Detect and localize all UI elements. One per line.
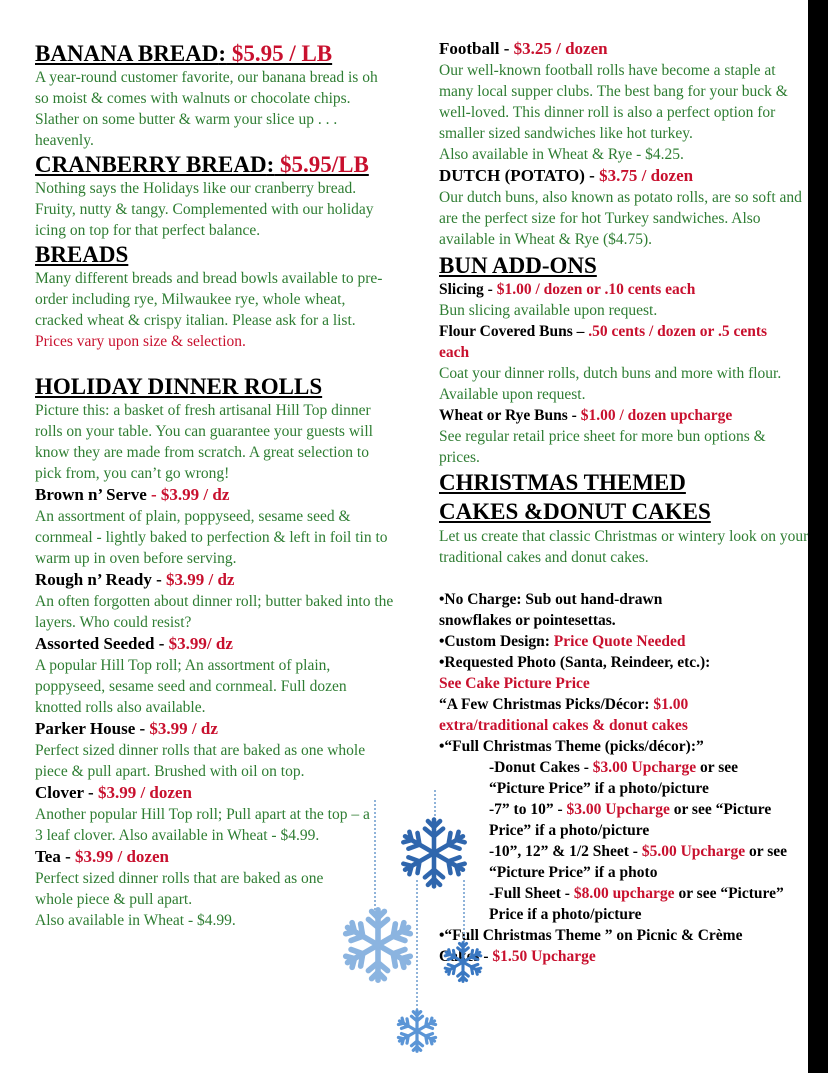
breads-heading: BREADS [35, 242, 129, 267]
holiday-rolls-heading: HOLIDAY DINNER ROLLS [35, 374, 323, 399]
christmas-heading: CHRISTMAS THEMED CAKES &DONUT CAKES [439, 470, 711, 524]
roll-item-name: Parker House - $3.99 / dz [35, 719, 218, 738]
xmas-bullet: •“Full Christmas Theme (picks/décor):” [439, 738, 704, 755]
slicing-line: Slicing - $1.00 / dozen or .10 cents each [439, 281, 696, 298]
banana-bread-price: $5.95 / LB [226, 41, 333, 66]
snowflake-icon [441, 940, 485, 984]
cranberry-bread-price: $5.95/LB [274, 152, 369, 177]
xmas-bullet: •No Charge: Sub out hand-drawn snowflakes or pointesettas. [439, 591, 663, 629]
flour-desc: Coat your dinner rolls, dutch buns and more with flour. Available upon request. [439, 365, 782, 403]
dutch-name: DUTCH (POTATO) - $3.75 / dozen [439, 166, 694, 185]
banana-bread-desc: A year-round customer favorite, our banana bread is oh so moist & comes with walnuts or chocolate chips. Slather on some butter & warm your slice up . . . heavenly. [35, 69, 378, 149]
wheat-rye-desc: See regular retail price sheet for more bun options & prices. [439, 428, 766, 466]
snowflake-icon [338, 905, 418, 985]
football-desc-extra: Also available in Wheat & Rye - $4.25. [439, 146, 684, 163]
christmas-desc: Let us create that classic Christmas or wintery look on your traditional cakes and donut cakes. [439, 528, 808, 566]
football-name: Football - $3.25 / dozen [439, 39, 608, 58]
roll-item-name: Tea - $3.99 / dozen [35, 847, 169, 866]
football-desc: Our well-known football rolls have become a staple at many local supper clubs. The best bang for your buck & well-loved. This dinner roll is also a perfect option for smaller sized sandwiches like hot turkey. [439, 62, 788, 142]
roll-item-desc: An assortment of plain, poppyseed, sesame seed & cornmeal - lightly baked to perfection & left in foil tin to warm up in oven before serving. [35, 508, 388, 567]
dutch-desc: Our dutch buns, also known as potato rolls, are so soft and are the perfect size for hot Turkey sandwiches. Also available in Wheat & Rye ($4.75). [439, 189, 802, 248]
roll-item-desc: An often forgotten about dinner roll; butter baked into the layers. Who could resist? [35, 593, 394, 631]
xmas-bullet: •Requested Photo (Santa, Reindeer, etc.): See Cake Picture Price [439, 654, 711, 692]
ornament-string [374, 800, 376, 910]
roll-item-desc: A popular Hill Top roll; An assortment of plain, poppyseed, sesame seed and cornmeal. Full dozen knotted rolls also available. [35, 657, 347, 716]
holiday-rolls-desc: Picture this: a basket of fresh artisanal Hill Top dinner rolls on your table. You can guarantee your guests will know they are made from scratch. A great selection to pick from, you can’t go wrong! [35, 402, 373, 482]
flour-line: Flour Covered Buns – .50 cents / dozen or .5 cents each [439, 323, 768, 361]
xmas-bullet: “A Few Christmas Picks/Décor: $1.00 extra/traditional cakes & donut cakes [439, 696, 689, 734]
roll-item-name: Brown n’ Serve - $3.99 / dz [35, 485, 230, 504]
snowflake-icon [394, 1008, 440, 1054]
roll-item-desc: Another popular Hill Top roll; Pull apart at the top – a 3 leaf clover. Also available in Wheat - $4.99. [35, 806, 370, 844]
roll-item-name: Clover - $3.99 / dozen [35, 783, 192, 802]
xmas-sub-bullet: -7” to 10” - $3.00 Upcharge or see “Picture Price” if a photo/picture [489, 801, 772, 839]
xmas-sub-bullet: -Donut Cakes - $3.00 Upcharge or see “Picture Price” if a photo/picture [489, 759, 739, 797]
roll-item-name: Rough n’ Ready - $3.99 / dz [35, 570, 235, 589]
cranberry-bread-desc: Nothing says the Holidays like our cranberry bread. Fruity, nutty & tangy. Complemented with our holiday icing on top for that perfect balance. [35, 180, 374, 239]
snowflake-icon [396, 815, 472, 891]
right-column [439, 38, 808, 967]
bun-addons-heading: BUN ADD-ONS [439, 253, 597, 278]
xmas-bullet: •“Full Christmas Theme ” on Picnic & Crème Cakes - $1.50 Upcharge [439, 927, 743, 965]
roll-item-desc: Perfect sized dinner rolls that are baked as one whole piece & pull apart. [35, 870, 324, 908]
roll-item-desc: Perfect sized dinner rolls that are baked as one whole piece & pull apart. Brushed with oil on top. [35, 742, 366, 780]
banana-bread-heading: BANANA BREAD: $5.95 / LB [35, 41, 333, 66]
cranberry-bread-heading: CRANBERRY BREAD: $5.95/LB [35, 152, 369, 177]
roll-item-name: Assorted Seeded - $3.99/ dz [35, 634, 233, 653]
xmas-bullet: •Custom Design: Price Quote Needed [439, 633, 686, 650]
roll-item-desc-extra: Also available in Wheat - $4.99. [35, 912, 236, 929]
xmas-sub-bullet: -Full Sheet - $8.00 upcharge or see “Picture” Price if a photo/picture [489, 885, 784, 923]
xmas-sub-bullet: -10”, 12” & 1/2 Sheet - $5.00 Upcharge or see “Picture Price” if a photo [489, 843, 788, 881]
breads-desc: Many different breads and bread bowls available to pre-order including rye, Milwaukee rye, whole wheat, cracked wheat & crispy italian. Please ask for a list. Prices vary upon size & selection. [35, 270, 383, 350]
left-column [35, 40, 395, 931]
slicing-desc: Bun slicing available upon request. [439, 302, 658, 319]
wheat-rye-line: Wheat or Rye Buns - $1.00 / dozen upcharge [439, 407, 733, 424]
